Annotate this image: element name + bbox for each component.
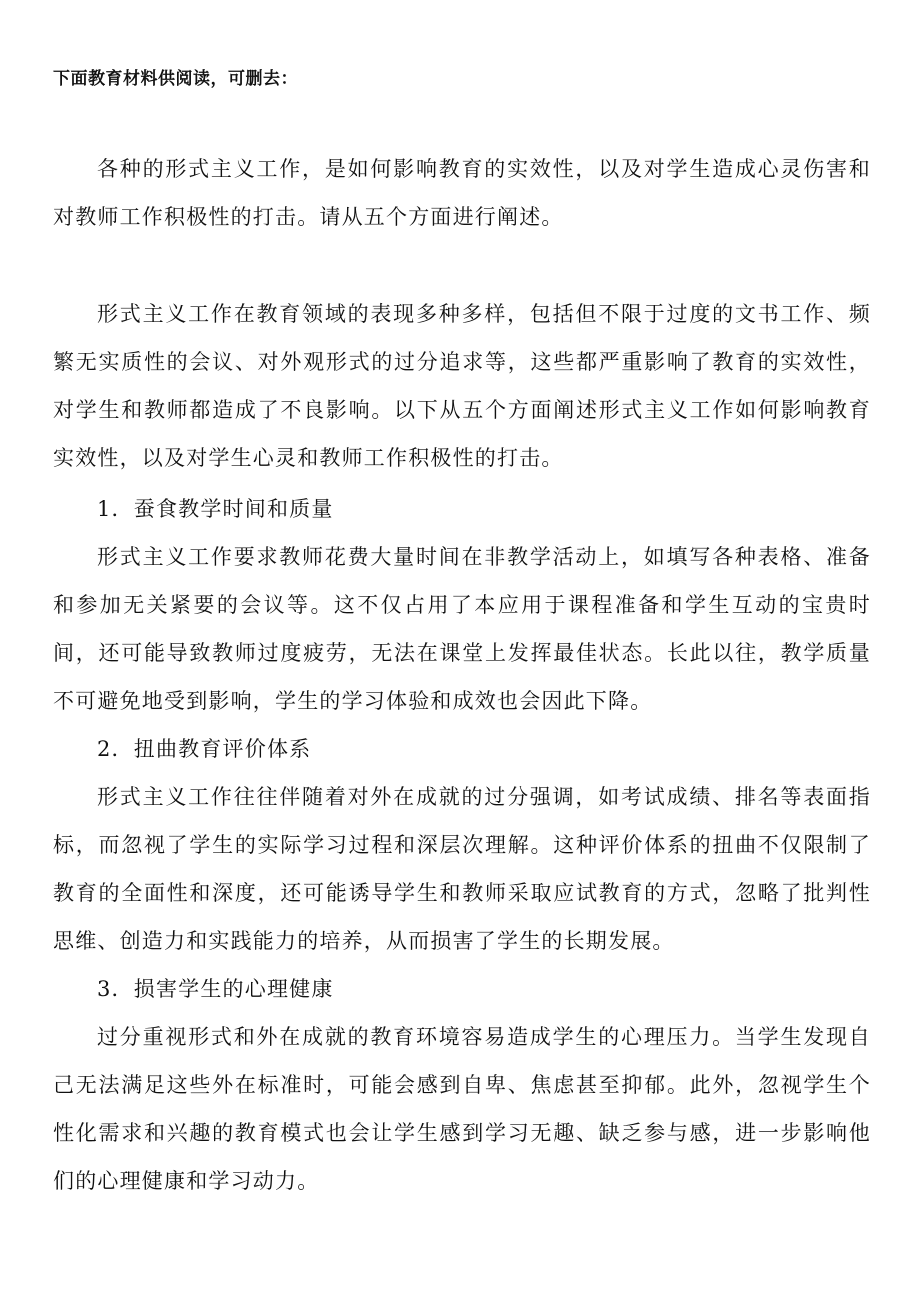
section-body-3: 过分重视形式和外在成就的教育环境容易造成学生的心理压力。当学生发现自己无法满足这些外在标准时，可能会感到自卑、焦虑甚至抑郁。此外，忽视学生个性化需求和兴趣的教育模式也会让学生感到学习无趣、缺乏参与感，进一步影响他们的心理健康和学习动力。 [53, 1025, 871, 1193]
question-paragraph: 各种的形式主义工作，是如何影响教育的实效性，以及对学生造成心灵伤害和对教师工作积极性的打击。请从五个方面进行阐述。 [53, 157, 871, 229]
section-heading-1: 1．蚕食教学时间和质量 [97, 497, 334, 521]
section-heading-3: 3．损害学生的心理健康 [97, 977, 334, 1001]
intro-paragraph: 形式主义工作在教育领域的表现多种多样，包括但不限于过度的文书工作、频繁无实质性的会议、对外观形式的过分追求等，这些都严重影响了教育的实效性，对学生和教师都造成了不良影响。以下从五个方面阐述形式主义工作如何影响教育实效性，以及对学生心灵和教师工作积极性的打击。 [53, 302, 871, 470]
section-body-1: 形式主义工作要求教师花费大量时间在非教学活动上，如填写各种表格、准备和参加无关紧要的会议等。这不仅占用了本应用于课程准备和学生互动的宝贵时间，还可能导致教师过度疲劳，无法在课堂上发挥最佳状态。长此以往，教学质量不可避免地受到影响，学生的学习体验和成效也会因此下降。 [53, 545, 871, 713]
section-body-2: 形式主义工作往往伴随着对外在成就的过分强调，如考试成绩、排名等表面指标，而忽视了学生的实际学习过程和深层次理解。这种评价体系的扭曲不仅限制了教育的全面性和深度，还可能诱导学生和教师采取应试教育的方式，忽略了批判性思维、创造力和实践能力的培养，从而损害了学生的长期发展。 [53, 785, 871, 953]
removable-note: 下面教育材料供阅读，可删去： [53, 69, 298, 89]
section-heading-2: 2．扭曲教育评价体系 [97, 737, 312, 761]
